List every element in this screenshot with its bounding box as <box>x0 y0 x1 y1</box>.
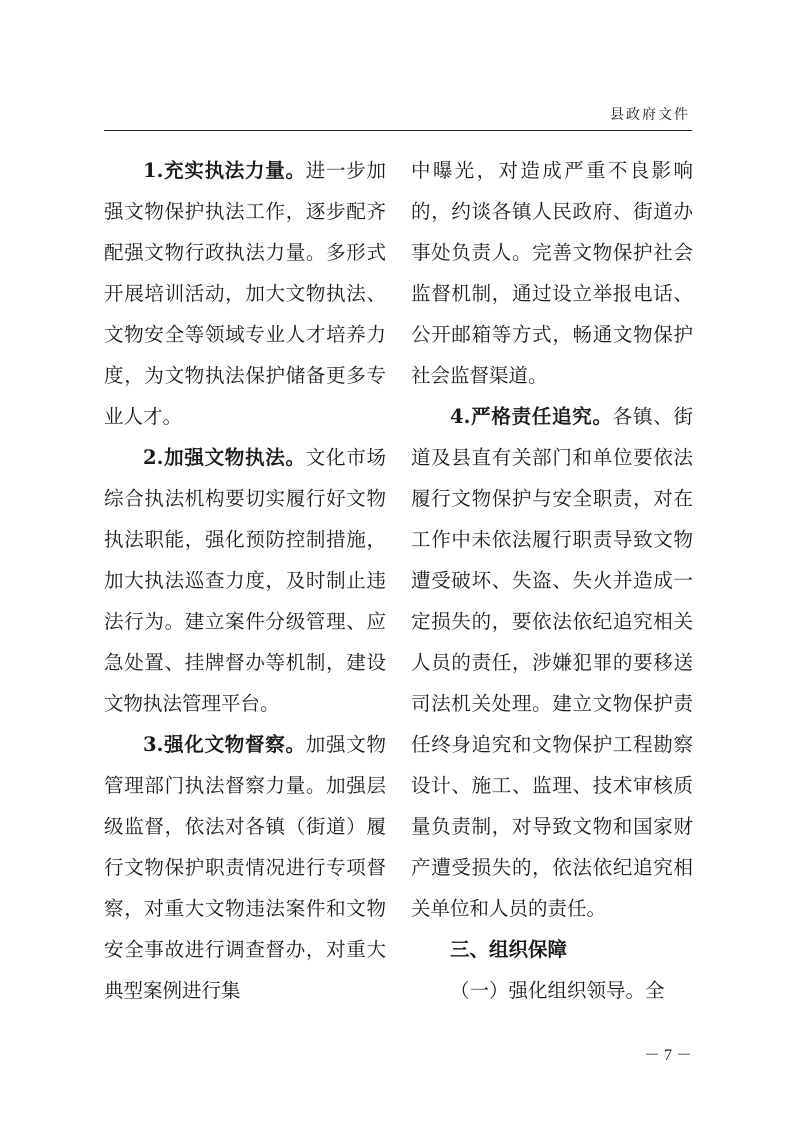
paragraph-continued: 中曝光，对造成严重不良影响的，约谈各镇人民政府、街道办事处负责人。完善文物保护社会监督机制，通过设立举报电话、公开邮箱等方式，畅通文物保护社会监督渠道。 <box>411 159 693 387</box>
section-heading: 三、组织保障 <box>450 938 568 961</box>
paragraph-item-4 <box>411 396 693 929</box>
item-1-body: 进一步加强文物保护执法工作，逐步配齐配强文物行政执法力量。多形式开展培训活动，加大文物执法、文物安全等领域专业人才培养力度，为文物执法保护储备更多专业人才。 <box>104 159 386 428</box>
paragraph-item-3 <box>104 724 386 1011</box>
item-4-body: 各镇、街道及县直有关部门和单位要依法履行文物保护与安全职责，对在工作中未依法履行职责导致文物遭受破坏、失盗、失火并造成一定损失的，要依法依纪追究相关人员的责任，涉嫌犯罪的要移送司法机关处理。建立文物保护责任终身追究和文物保护工程勘察设计、施工、监理、技术审核质量负责制，对导致文物和国家财产遭受损失的，依法依纪追究相关单位和人员的责任。 <box>411 405 693 920</box>
right-column <box>411 150 693 1011</box>
page-number: － 7 － <box>643 1047 692 1064</box>
item-3-body: 加强文物管理部门执法督察力量。加强层级监督，依法对各镇（街道）履行文物保护职责情况进行专项督察，对重大文物违法案件和文物安全事故进行调查督办，对重大典型案例进行集 <box>104 733 386 1002</box>
item-3-heading: 3.强化文物督察。 <box>143 733 306 756</box>
left-column <box>104 150 386 1011</box>
page-header <box>104 100 692 131</box>
item-2-body: 文化市场综合执法机构要切实履行好文物执法职能，强化预防控制措施，加大执法巡查力度，及时制止违法行为。建立案件分级管理、应急处置、挂牌督办等机制，建设文物执法管理平台。 <box>104 446 386 715</box>
item-4-heading: 4.严格责任追究。 <box>450 405 613 428</box>
document-type-label: 县政府文件 <box>610 107 690 123</box>
paragraph-item-1 <box>104 150 386 437</box>
paragraph-item-2 <box>104 437 386 724</box>
subsection-heading: （一）强化组织领导。全 <box>450 979 665 1002</box>
item-2-heading: 2.加强文物执法。 <box>143 446 306 469</box>
item-1-heading: 1.充实执法力量。 <box>143 159 306 182</box>
